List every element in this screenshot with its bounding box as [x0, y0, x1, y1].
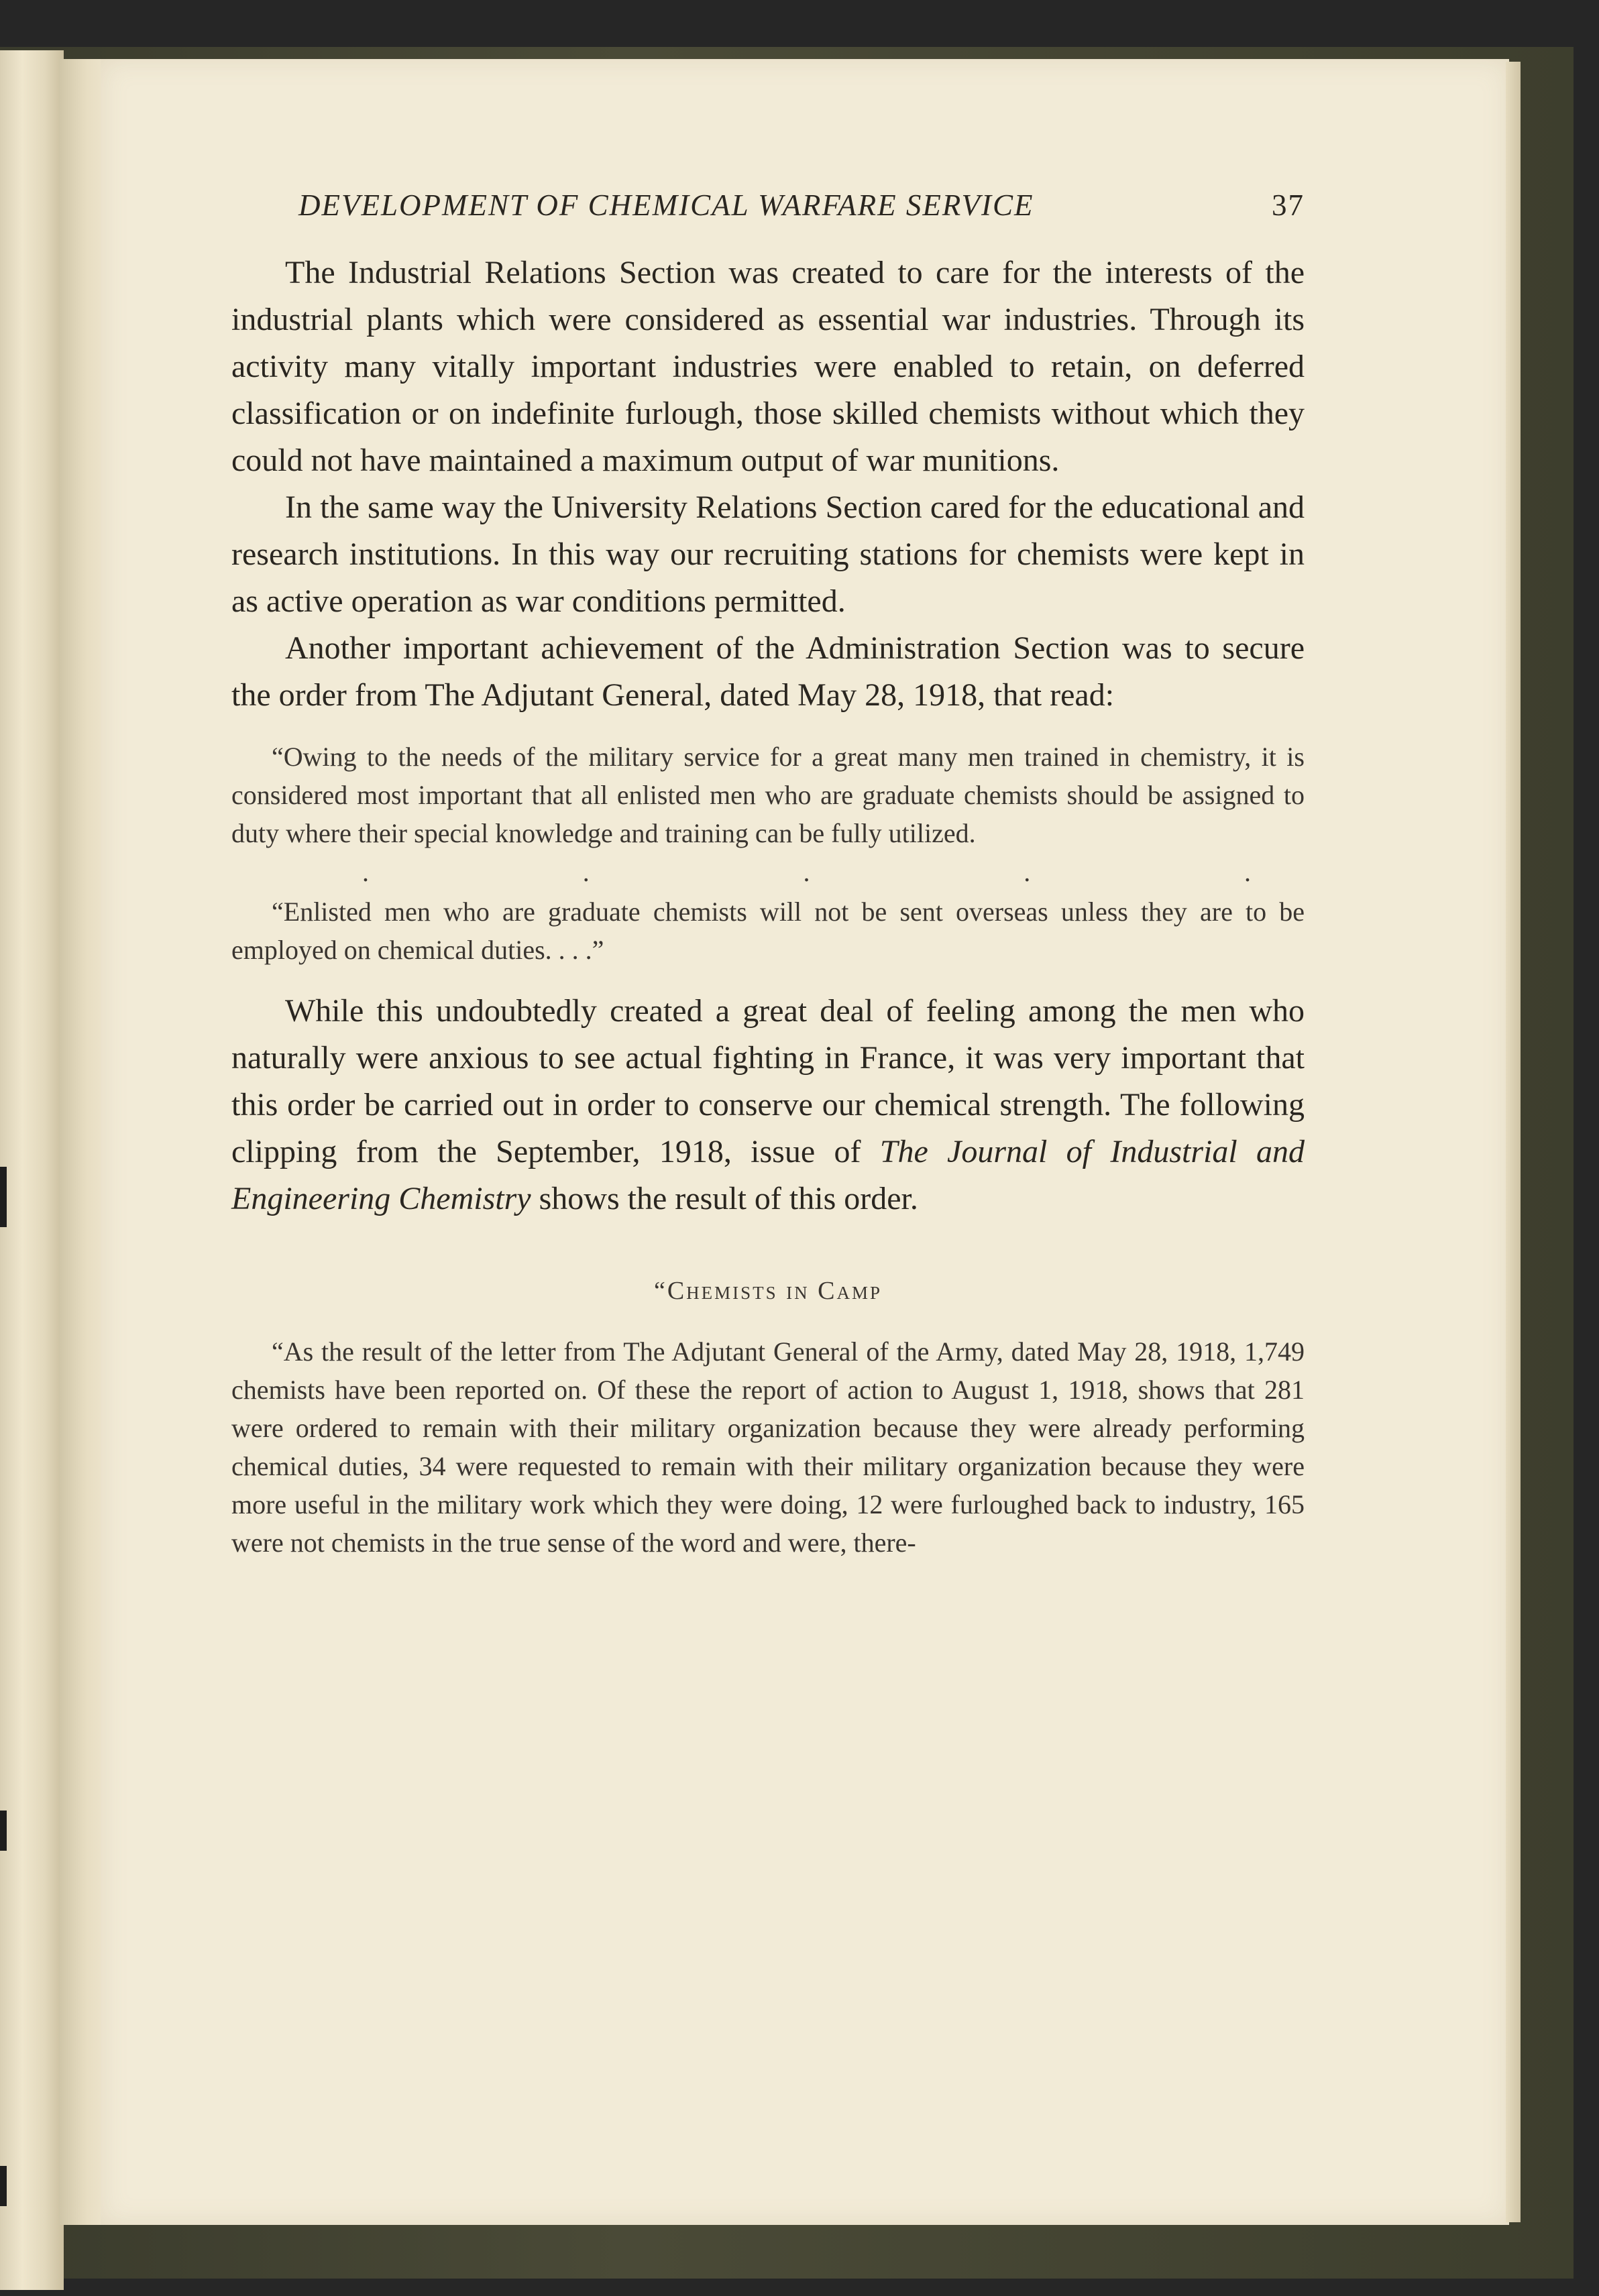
clipping-text: “As the result of the letter from The Adjutant General of the Army, dated May 28, 1918, 1,749 chemists have been reported on. Of these the report of action to August 1, 1918, shows that 281 were ordered to remain with their military organization because they were already performing chemical duties, 34 were requested to remain with their military organization because they were more useful in the military work which they were doing, 12 were furloughed back to industry, 165 were not chemists in the true sense of the word and were, there-: [231, 1336, 1305, 1558]
order-quote-part-1: “Owing to the needs of the military service for a great many men trained in chemistry, it is considered most important that all enlisted men who are graduate chemists should be assigned to duty where their special knowledge and training can be fully utilized.: [231, 742, 1305, 848]
facing-page-edge: [0, 50, 64, 2290]
ellipsis-dot: .: [1024, 857, 1031, 887]
paragraph-university-relations: In the same way the University Relations Section cared for the educational and research institutions. In this way our recruiting stations for chemists were kept in as active operation as war conditions permitted.: [231, 490, 1305, 619]
running-header: [231, 188, 1305, 235]
ellipsis-row: [231, 852, 1305, 893]
clipping-heading: “Chemists in Camp: [653, 1277, 883, 1305]
paragraph-administration-section: Another important achievement of the Administration Section was to secure the order from The Adjutant General, dated May 28, 1918, that read:: [231, 630, 1305, 713]
margin-mark: [0, 1167, 7, 1227]
page-number: 37: [1272, 188, 1305, 222]
paragraph-industrial-relations: The Industrial Relations Section was created to care for the interests of the industrial plants which were considered as essential war industries. Through its activity many vitally important industries were enabled to retain, on deferred classification or on indefinite furlough, those skilled chemists without which they could not have maintained a maximum output of war munitions.: [231, 255, 1305, 478]
ellipsis-dot: .: [362, 857, 369, 887]
paragraph-text: While this undoubtedly created a great deal of feeling among the men who naturally were anxious to see actual fighting in France, it was very important that this order be carried out in order to conserve our chemical strength. The following clipping from the September, 1918, issue of: [231, 993, 1305, 1169]
running-title: DEVELOPMENT OF CHEMICAL WARFARE SERVICE: [298, 188, 1034, 222]
page-fore-edge: [1506, 62, 1521, 2222]
ellipsis-dot: .: [1244, 857, 1251, 887]
ellipsis-dot: .: [582, 857, 590, 887]
page-text: [231, 188, 1305, 1562]
paragraph-order-effect: [231, 988, 1305, 1222]
order-quote-part-2: “Enlisted men who are graduate chemists will not be sent overseas unless they are to be employed on chemical duties. . . .”: [231, 897, 1305, 965]
ellipsis-dot: .: [803, 857, 810, 887]
margin-mark: [0, 2166, 7, 2206]
journal-title: The Journal of Industrial and Engineering Chemistry: [231, 1134, 1305, 1216]
margin-mark: [0, 1811, 7, 1851]
paragraph-text: shows the result of this order.: [531, 1181, 918, 1216]
